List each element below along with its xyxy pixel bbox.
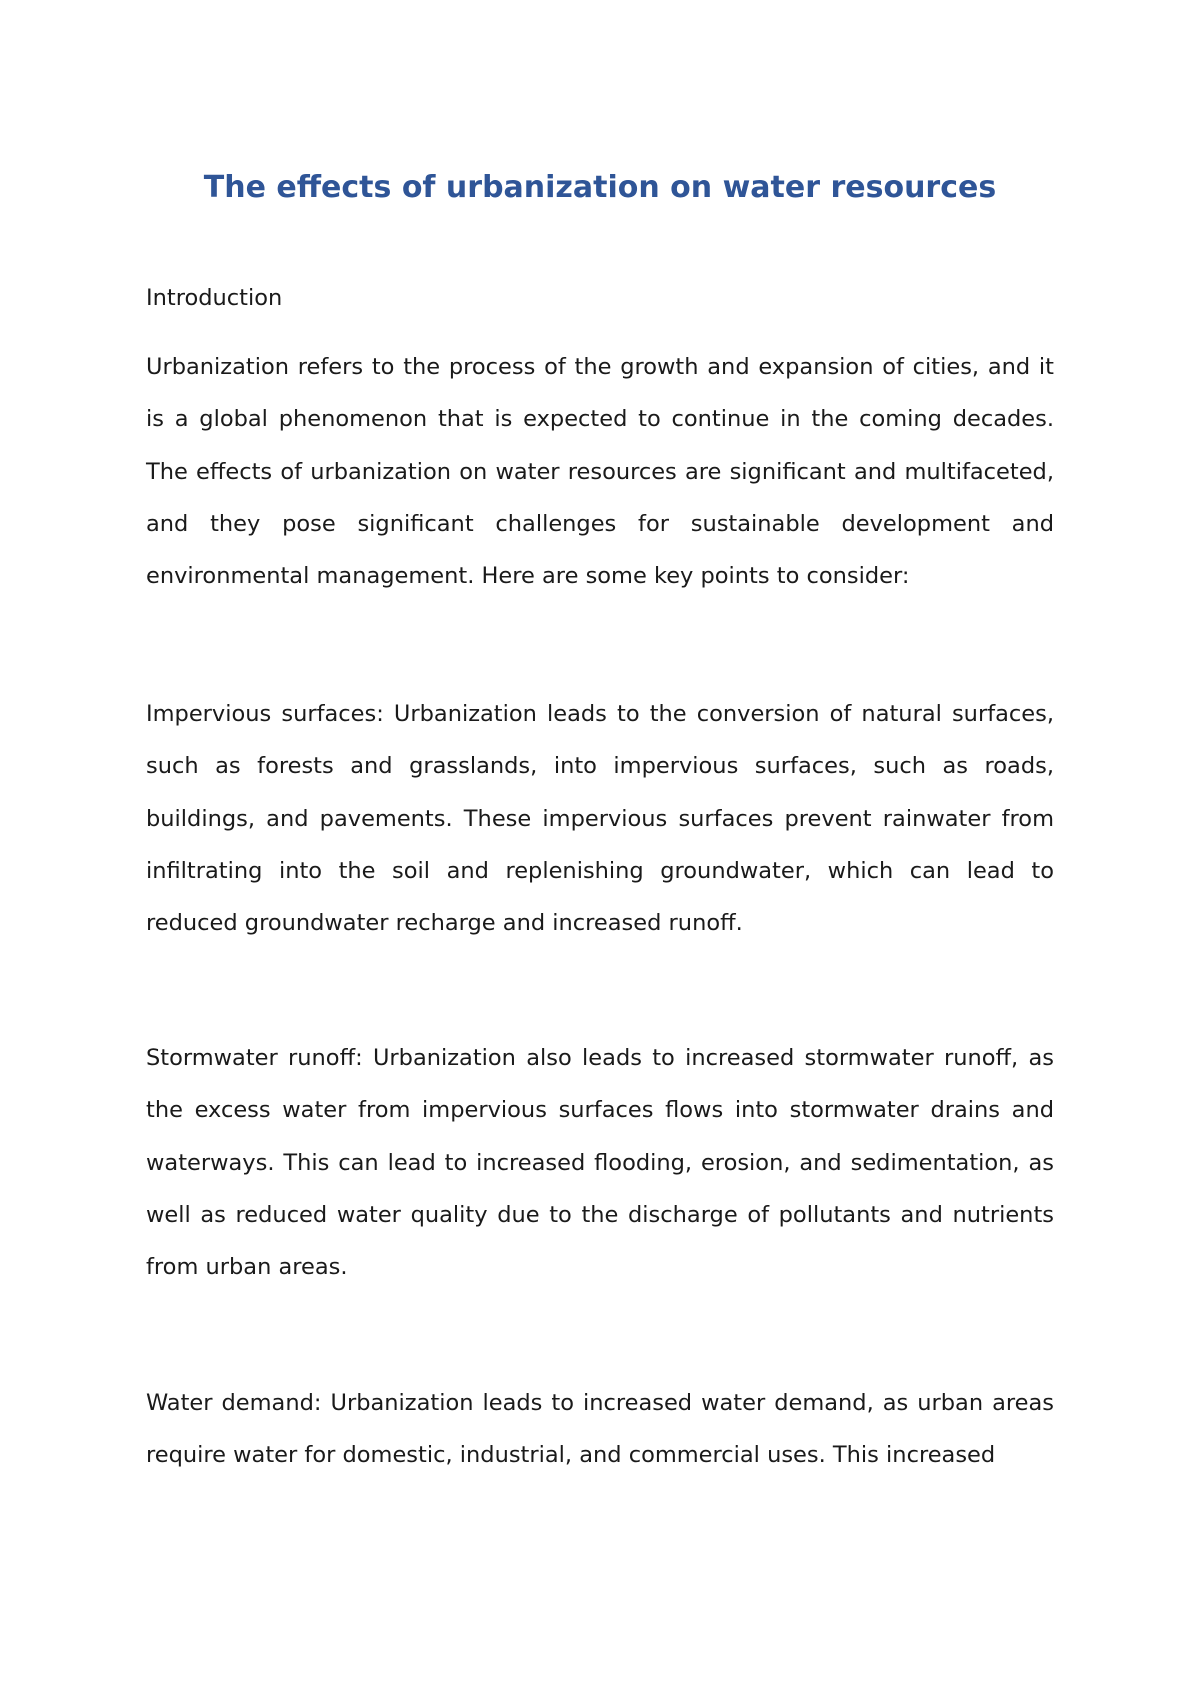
section-heading-introduction: Introduction xyxy=(146,285,283,311)
paragraph-urbanization-overview: Urbanization refers to the process of the growth and expansion of cities, and it is a global phenomenon that is expected to continue in the coming decades. The effects of urbanization on water resources are significant and multifaceted, and they pose significant challenges for sustainable development and environmental management. Here are some key points to consider: xyxy=(146,354,1054,590)
paragraph-water-demand: Water demand: Urbanization leads to increased water demand, as urban areas require water for domestic, industrial, and commercial uses. This increased xyxy=(146,1390,1054,1469)
document-title: The effects of urbanization on water resources xyxy=(203,170,997,205)
paragraph-stormwater-runoff: Stormwater runoff: Urbanization also leads to increased stormwater runoff, as the excess water from impervious surfaces flows into stormwater drains and waterways. This can lead to increased flooding, erosion, and sedimentation, as well as reduced water quality due to the discharge of pollutants and nutrients from urban areas. xyxy=(146,1045,1054,1281)
paragraph-impervious-surfaces: Impervious surfaces: Urbanization leads to the conversion of natural surfaces, such as forests and grasslands, into impervious surfaces, such as roads, buildings, and pavements. These impervious surfaces prevent rainwater from infiltrating into the soil and replenishing groundwater, which can lead to reduced groundwater recharge and increased runoff. xyxy=(146,701,1054,937)
